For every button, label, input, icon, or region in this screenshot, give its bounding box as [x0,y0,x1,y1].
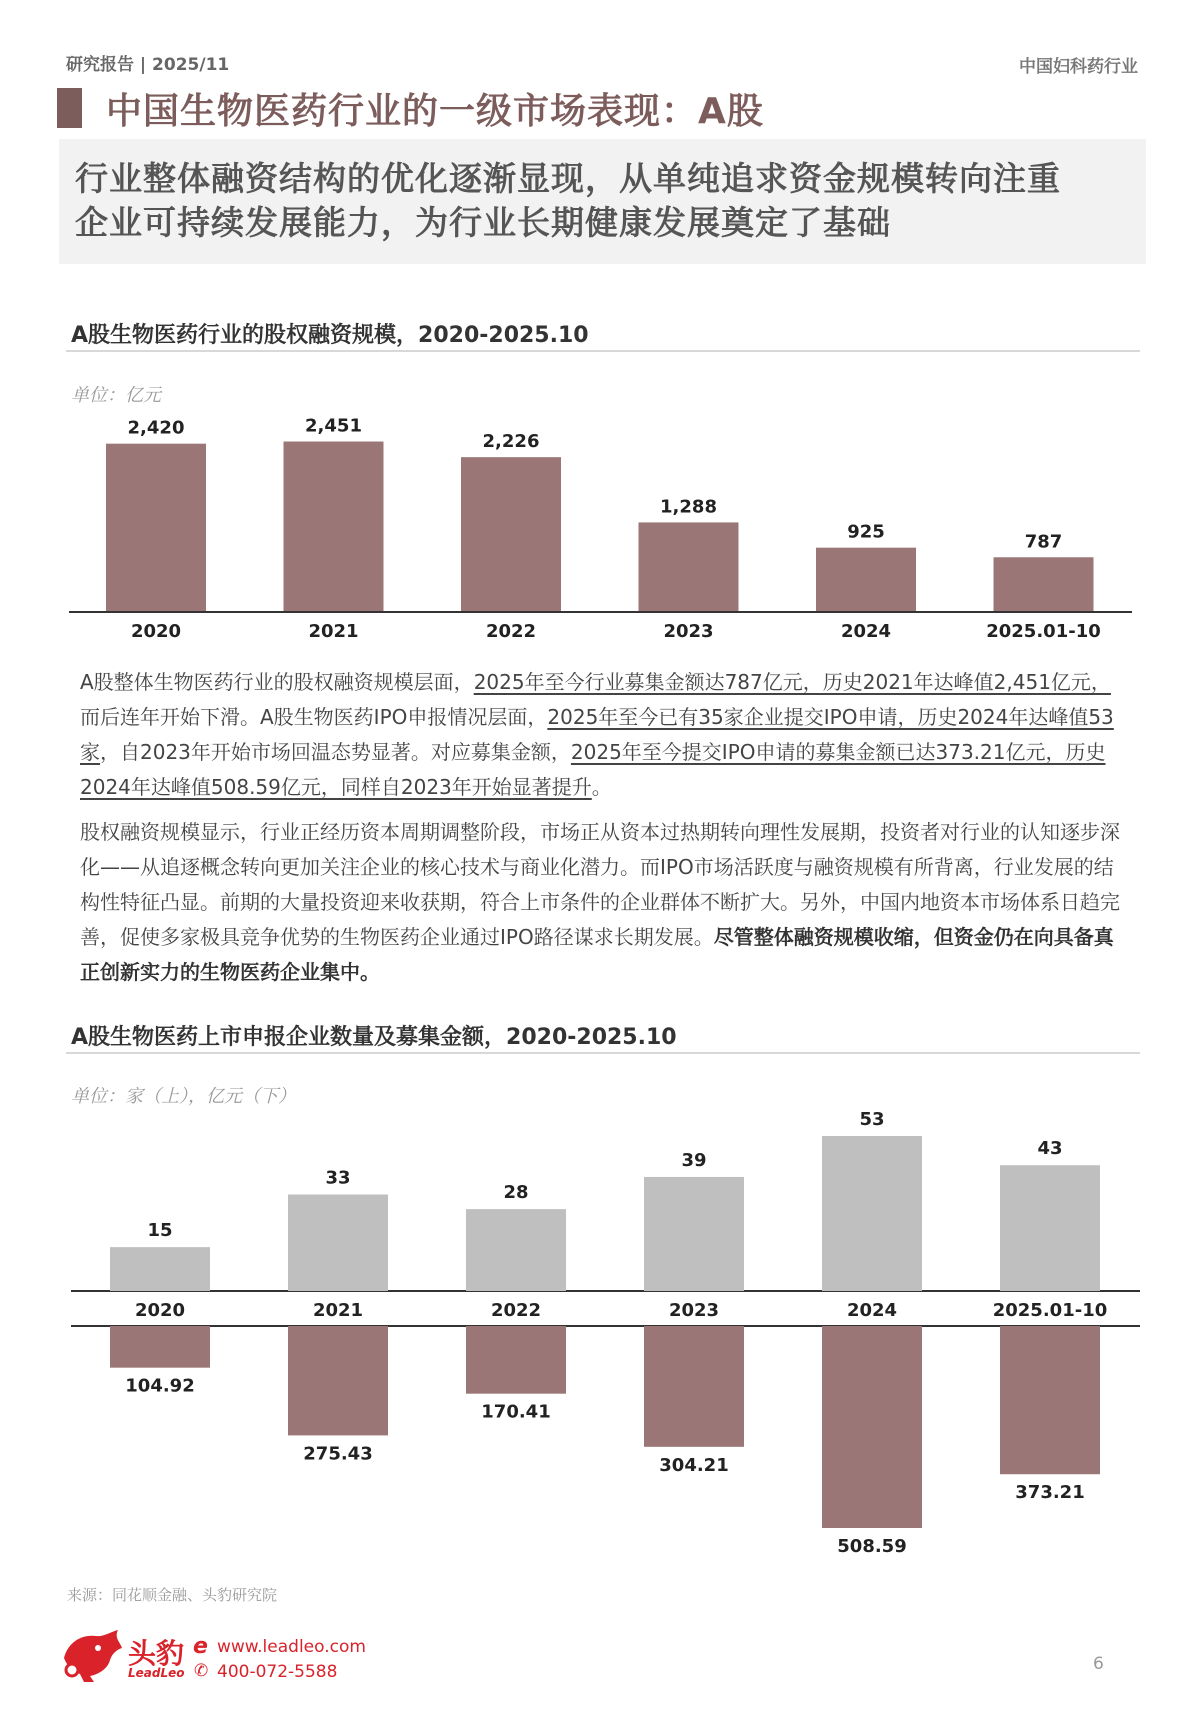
chart1-unit: 单位：亿元 [71,385,161,406]
chart1-bar-1 [284,442,384,612]
logo-text-en: LeadLeo [128,1666,185,1680]
chart1-x-tick-3: 2023 [663,621,714,642]
chart2-title-rule [66,1052,1140,1054]
para1-highlight-2: 2025年至今已有35家企业提交IPO申请，历史2024年达峰值53家 [80,705,1114,764]
chart2-unit: 单位：家（上），亿元（下） [71,1086,296,1107]
chart1-title: A股生物医药行业的股权融资规模，2020-2025.10 [71,323,589,348]
chart1-value-label-1: 2,451 [305,415,362,437]
phone-icon: ✆ [194,1661,209,1681]
chart1-bar-2 [461,457,561,612]
chart1-bar-4 [816,548,916,612]
chart2-amount-bar-4 [822,1326,922,1528]
page-title: 中国生物医药行业的一级市场表现：A股 [106,91,764,132]
chart1-value-label-0: 2,420 [127,417,185,439]
chart1-x-tick-4: 2024 [840,621,892,642]
chart2-x-tick-3: 2023 [668,1300,720,1321]
para1-text-2: 而后连年开始下滑。A股生物医药IPO申报情况层面， [80,705,548,729]
website-link[interactable]: www.leadleo.com [217,1637,366,1657]
chart1-x-tick-5: 2025.01-10 [986,621,1101,642]
chart2-amount-label-1: 275.43 [303,1443,373,1465]
chart1-x-tick-2: 2022 [485,621,537,642]
chart2-count-label-5: 43 [1037,1138,1063,1160]
chart2-amount-bar-2 [466,1326,566,1394]
chart2-count-bar-3 [644,1177,744,1291]
chart1-bar-5 [994,557,1094,612]
chart1-value-label-5: 787 [1024,531,1063,553]
chart2-count-bar-2 [466,1209,566,1291]
chart2-count-label-0: 15 [147,1220,173,1242]
chart2-count-label-4: 53 [859,1109,885,1130]
chart1-bar-0 [106,444,206,612]
industry-label: 中国妇科药行业 [1019,57,1138,77]
chart1-equity-financing [0,400,1200,650]
chart2-amount-label-5: 373.21 [1015,1482,1085,1504]
chart2-amount-bar-5 [1000,1326,1100,1474]
para2-conclusion: 尽管整体融资规模收缩，但资金仍在向具备真正创新实力的生物医药企业集中。 [80,925,1114,984]
chart2-amount-label-4: 508.59 [837,1536,907,1557]
chart1-x-tick-0: 2020 [130,621,182,642]
chart2-amount-label-3: 304.21 [659,1454,729,1476]
chart2-amount-bar-1 [288,1326,388,1435]
chart1-value-label-3: 1,288 [660,496,717,518]
report-label: 研究报告 | 2025/11 [66,55,230,75]
chart2-amount-bar-0 [110,1326,210,1368]
para1-highlight-1: 2025年至今行业募集金额达787亿元，历史2021年达峰值2,451亿元， [473,670,1111,694]
chart1-title-rule [66,350,1140,352]
chart2-count-label-2: 28 [503,1182,529,1204]
para1-text-1: A股整体生物医药行业的股权融资规模层面， [80,670,474,694]
chart2-ipo-filings [0,1100,1200,1570]
chart1-value-label-4: 925 [847,521,885,543]
para1-highlight-3: 2025年至今提交IPO申请的募集金额已达373.21亿元，历史2024年达峰值508.59亿元，同样自2023年开始显著提升 [80,740,1106,799]
analysis-paragraph-2 [80,815,1130,990]
chart2-count-bar-4 [822,1136,922,1291]
chart2-x-tick-5: 2025.01-10 [992,1300,1108,1321]
chart2-count-bar-1 [288,1194,388,1291]
chart2-amount-label-2: 170.41 [481,1401,551,1423]
chart1-value-label-2: 2,226 [482,431,540,453]
web-icon: e [193,1634,208,1659]
key-insight-box [59,139,1146,264]
logo-text-cn: 头豹 [128,1637,185,1670]
para1-text-3: ，自2023年开始市场回温态势显著。对应募集金额， [100,740,571,764]
chart2-amount-label-0: 104.92 [125,1375,195,1397]
source-note: 来源：同花顺金融、头豹研究院 [67,1586,278,1604]
chart2-x-tick-1: 2021 [312,1300,364,1321]
chart2-count-label-1: 33 [325,1167,351,1189]
key-insight-line-1: 行业整体融资结构的优化逐渐显现，从单纯追求资金规模转向注重 [75,159,1061,198]
phone-number: 400-072-5588 [217,1662,338,1682]
chart1-bar-3 [639,522,739,612]
chart2-count-bar-0 [110,1247,210,1291]
analysis-paragraph-1 [80,665,1130,805]
chart2-title: A股生物医药上市申报企业数量及募集金额，2020-2025.10 [71,1025,677,1050]
para1-text-4: 。 [591,775,612,799]
leopard-logo-icon [60,1628,124,1684]
chart2-count-label-3: 39 [681,1149,707,1171]
chart2-x-tick-0: 2020 [134,1300,186,1321]
key-insight-line-2: 企业可持续发展能力，为行业长期健康发展奠定了基础 [75,203,891,242]
chart2-x-tick-4: 2024 [846,1300,898,1321]
chart2-amount-bar-3 [644,1326,744,1447]
chart2-count-bar-5 [1000,1165,1100,1291]
page-number: 6 [1093,1654,1104,1674]
para2-text: 股权融资规模显示，行业正经历资本周期调整阶段，市场正从资本过热期转向理性发展期，投资者对行业的认知逐步深化——从追逐概念转向更加关注企业的核心技术与商业化潜力。而IPO市场活跃度与融资规模有所背离，行业发展的结构性特征凸显。前期的大量投资迎来收获期，符合上市条件的企业群体不断扩大。另外，中国内地资本市场体系日趋完善，促使多家极具竞争优势的生物医药企业通过IPO路径谋求长期发展。 [80,820,1120,949]
chart2-x-tick-2: 2022 [490,1300,542,1321]
chart1-x-tick-1: 2021 [308,621,359,642]
title-accent-bar [57,88,82,128]
